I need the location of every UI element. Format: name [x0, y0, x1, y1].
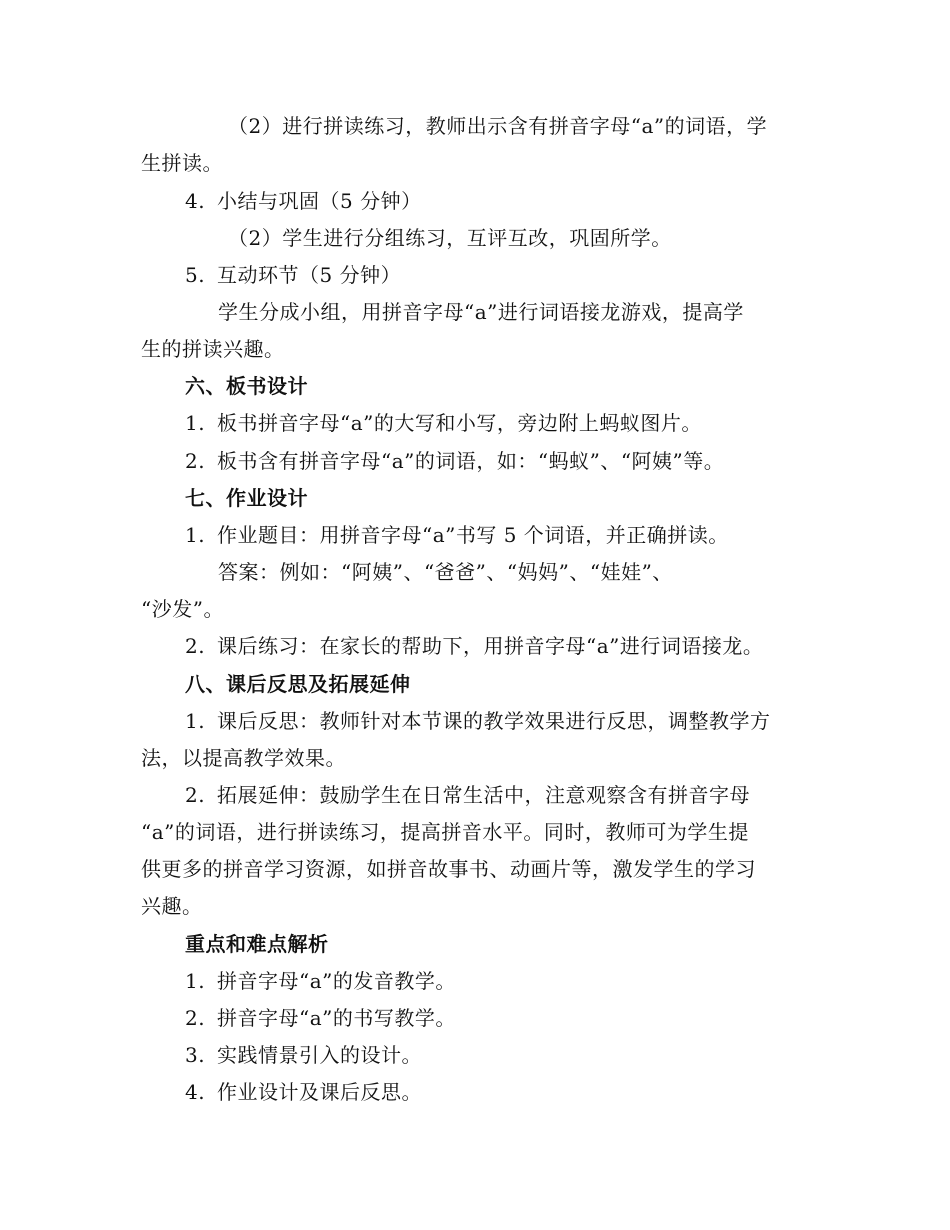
- list-number: 5.: [185, 263, 206, 287]
- paragraph-line: “a”的词语，进行拼读练习，提高拼音水平。同时，教师可为学生提: [141, 820, 749, 844]
- list-text: 板书拼音字母“a”的大写和小写，旁边附上蚂蚁图片。: [217, 411, 702, 435]
- list-number: 1.: [185, 523, 206, 547]
- list-number: 1.: [185, 709, 206, 733]
- list-text: 课后练习：在家长的帮助下，用拼音字母“a”进行词语接龙。: [217, 634, 764, 658]
- list-number: 1.: [185, 969, 206, 993]
- list-text: 实践情景引入的设计。: [217, 1043, 422, 1067]
- section-heading: 六、板书设计: [185, 374, 308, 398]
- section-heading: 七、作业设计: [185, 486, 308, 510]
- list-number: 1.: [185, 411, 206, 435]
- list-text: 拼音字母“a”的书写教学。: [217, 1006, 456, 1030]
- list-item: [185, 709, 865, 733]
- list-text: 板书含有拼音字母“a”的词语，如：“蚂蚁”、“阿姨”等。: [217, 449, 725, 473]
- list-number: 2.: [185, 1006, 206, 1030]
- list-text: 作业题目：用拼音字母“a”书写 5 个词语，并正确拼读。: [217, 523, 729, 547]
- list-item: [185, 969, 865, 993]
- paragraph-line: 生的拼读兴趣。: [141, 337, 285, 361]
- section-heading: 重点和难点解析: [185, 932, 329, 956]
- list-item: [185, 189, 865, 213]
- paragraph-line: “沙发”。: [141, 597, 224, 621]
- list-number: 4.: [185, 1080, 206, 1104]
- list-text: 互动环节（5 分钟）: [217, 263, 402, 287]
- list-item: [185, 523, 865, 547]
- list-text: 拓展延伸：鼓励学生在日常生活中，注意观察含有拼音字母: [217, 783, 750, 807]
- paragraph-line: （2）进行拼读练习，教师出示含有拼音字母“a”的词语，学: [228, 114, 768, 138]
- list-item: [185, 634, 865, 658]
- list-item: [185, 449, 865, 473]
- list-item: [185, 1006, 865, 1030]
- paragraph-line: 生拼读。: [141, 151, 223, 175]
- list-text: 拼音字母“a”的发音教学。: [217, 969, 456, 993]
- list-item: [185, 411, 865, 435]
- list-number: 3.: [185, 1043, 206, 1067]
- list-text: 课后反思：教师针对本节课的教学效果进行反思，调整教学方: [217, 709, 771, 733]
- paragraph-line: 法，以提高教学效果。: [141, 746, 346, 770]
- paragraph-line: 答案：例如：“阿姨”、“爸爸”、“妈妈”、“娃娃”、: [218, 560, 673, 584]
- list-text: 作业设计及课后反思。: [217, 1080, 422, 1104]
- list-item: [185, 263, 865, 287]
- section-heading: 八、课后反思及拓展延伸: [185, 672, 411, 696]
- list-number: 2.: [185, 783, 206, 807]
- list-text: 小结与巩固（5 分钟）: [217, 189, 422, 213]
- list-number: 2.: [185, 449, 206, 473]
- list-number: 2.: [185, 634, 206, 658]
- list-item: [185, 1080, 865, 1104]
- paragraph-line: 供更多的拼音学习资源，如拼音故事书、动画片等，激发学生的学习: [141, 857, 756, 881]
- paragraph-line: 学生分成小组，用拼音字母“a”进行词语接龙游戏，提高学: [218, 300, 744, 324]
- paragraph-line: （2）学生进行分组练习，互评互改，巩固所学。: [228, 226, 672, 250]
- paragraph-line: 兴趣。: [141, 894, 203, 918]
- list-item: [185, 1043, 865, 1067]
- list-item: [185, 783, 865, 807]
- list-number: 4.: [185, 189, 206, 213]
